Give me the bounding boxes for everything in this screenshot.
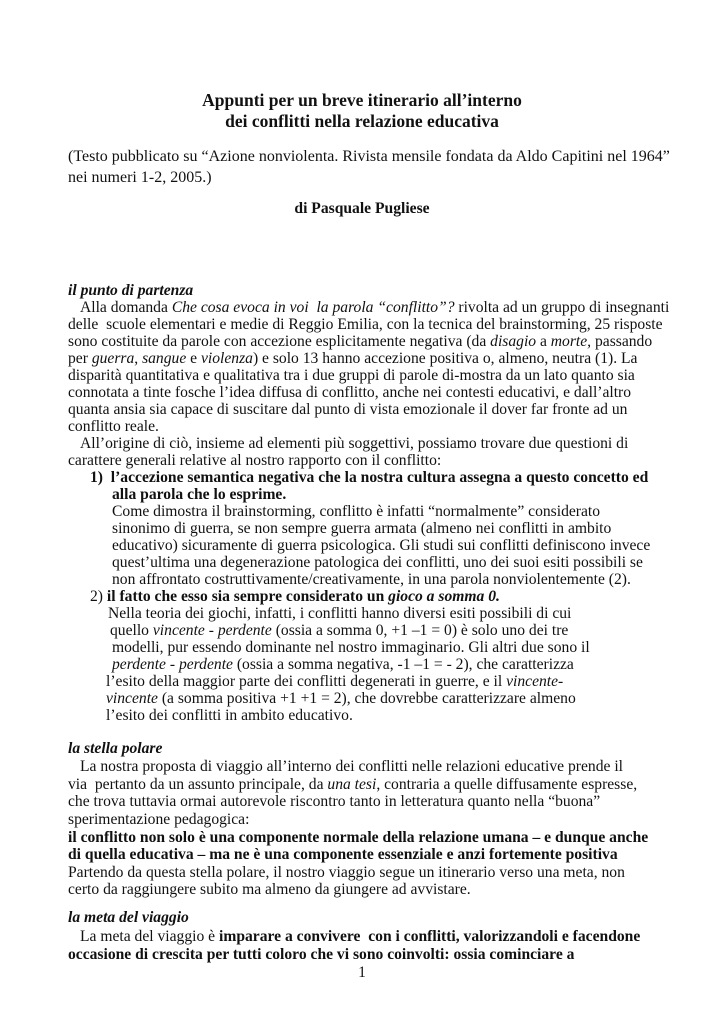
text-line bbox=[68, 316, 663, 334]
text-line bbox=[112, 554, 643, 572]
text-line bbox=[68, 846, 618, 864]
text-segment: All’origine di ciò, insieme ad elementi più soggettivi, possiamo trovare due questioni di bbox=[80, 435, 629, 452]
author-byline: di Pasquale Pugliese bbox=[294, 200, 430, 217]
text-segment: di quella educativa – ma ne è una componente essenziale e anzi fortemente positiva bbox=[68, 846, 618, 863]
text-segment: connotata a tinte fosche l’idea diffusa di conflitto, anche nei contesti educativi, e dall’altro bbox=[68, 384, 632, 401]
text-segment: non affrontato costruttivamente/creativamente, in una parola nonviolentemente (2). bbox=[112, 571, 631, 588]
page-number: 1 bbox=[358, 964, 366, 981]
text-segment: sangue bbox=[142, 350, 187, 367]
text-line bbox=[108, 605, 571, 623]
text-segment: (a somma positiva +1 +1 = 2), che dovrebbe caratterizzare almeno bbox=[157, 690, 576, 707]
text-segment: alla parola che lo esprime. bbox=[112, 486, 287, 503]
text-segment: violenza bbox=[200, 350, 253, 367]
text-segment: disparità quantitativa e qualitativa tra i due gruppi di parole di-mostra da un lato quanto sia bbox=[68, 367, 635, 384]
text-segment: (ossia a somma 0, +1 –1 = 0) è solo uno dei tre bbox=[271, 622, 569, 639]
text-segment: guerra bbox=[91, 350, 135, 367]
text-line bbox=[106, 673, 563, 691]
text-segment: imparare a convivere con i conflitti, valorizzandoli e facendone bbox=[219, 928, 641, 945]
text-line bbox=[68, 452, 441, 470]
text-segment: sperimentazione pedagogica: bbox=[68, 811, 250, 828]
text-segment: l’esito dei conflitti in ambito educativo. bbox=[106, 707, 353, 724]
text-segment: , bbox=[134, 350, 143, 367]
text-segment: La meta del viaggio è bbox=[80, 928, 219, 945]
text-segment: delle scuole elementari e medie di Reggio Emilia, con la tecnica del brainstorming, 25 risposte bbox=[68, 316, 663, 333]
text-segment: via pertanto da un assunto principale, da bbox=[68, 776, 328, 793]
text-line bbox=[80, 928, 640, 946]
text-line bbox=[112, 520, 611, 538]
text-line bbox=[68, 811, 249, 829]
text-segment: il fatto che esso sia sempre considerato un bbox=[106, 588, 389, 605]
text-segment: Nella teoria dei giochi, infatti, i conflitti hanno diversi esiti possibili di cui bbox=[108, 605, 572, 622]
text-segment: Alla domanda bbox=[80, 299, 172, 316]
section-heading bbox=[68, 909, 189, 927]
text-segment: Come dimostra il brainstorming, conflitto è infatti “normalmente” considerato bbox=[112, 503, 601, 520]
text-line bbox=[80, 758, 623, 776]
text-segment: , contraria a quelle diffusamente espresse, bbox=[376, 776, 638, 793]
text-segment: certo da raggiungere subito ma almeno da giungere ad avvistare. bbox=[68, 881, 471, 898]
text-segment: una tesi bbox=[327, 776, 377, 793]
document-title-line-1: Appunti per un breve itinerario all’interno bbox=[202, 90, 522, 110]
text-line bbox=[110, 622, 568, 640]
text-segment: 1) l’accezione semantica negativa che la nostra cultura assegna a questo concetto ed bbox=[90, 469, 649, 486]
text-line bbox=[112, 639, 590, 657]
text-line bbox=[68, 829, 648, 847]
text-segment: perdente - perdente bbox=[112, 656, 233, 673]
text-segment: il conflitto non solo è una componente normale della relazione umana – e dunque anche bbox=[68, 829, 649, 846]
text-line bbox=[68, 776, 637, 794]
publication-note-line-1: (Testo pubblicato su “Azione nonviolenta. Rivista mensile fondata da Aldo Capitini nel 1964” bbox=[68, 148, 670, 165]
text-segment: disagio bbox=[490, 333, 537, 350]
text-line bbox=[80, 299, 669, 317]
text-segment: sono costituite da parole con accezione esplicitamente negativa (da bbox=[68, 333, 491, 350]
text-segment: passando bbox=[591, 333, 653, 350]
text-line bbox=[106, 707, 353, 725]
text-segment: morte, bbox=[550, 333, 592, 350]
text-segment: carattere generali relative al nostro rapporto con il conflitto: bbox=[68, 452, 442, 469]
text-segment: vincente - perdente bbox=[152, 622, 272, 639]
text-line bbox=[80, 435, 628, 453]
text-segment: rivolta ad un gruppo di insegnanti bbox=[454, 299, 670, 316]
text-line bbox=[112, 537, 650, 555]
text-line bbox=[68, 384, 631, 402]
text-segment: modelli, pur essendo dominante nel nostro immaginario. Gli altri due sono il bbox=[112, 639, 590, 656]
text-segment: La nostra proposta di viaggio all’interno dei conflitti nelle relazioni educative prende il bbox=[80, 758, 623, 775]
text-segment: vincente- bbox=[506, 673, 564, 690]
text-segment: 2) bbox=[90, 588, 107, 605]
section-heading bbox=[68, 282, 193, 300]
text-segment: educativo) sicuramente di guerra psicologica. Gli studi sui conflitti definiscono invece bbox=[112, 537, 651, 554]
publication-note-line-2: nei numeri 1-2, 2005.) bbox=[68, 169, 212, 186]
text-segment: (ossia a somma negativa, -1 –1 = - 2), che caratterizza bbox=[232, 656, 574, 673]
text-segment: gioco a somma 0. bbox=[388, 588, 500, 605]
text-segment: conflitto reale. bbox=[68, 418, 159, 435]
text-segment: la stella polare bbox=[68, 740, 163, 757]
text-line bbox=[90, 588, 500, 606]
text-line bbox=[68, 367, 635, 385]
text-line bbox=[68, 418, 159, 436]
text-segment: a bbox=[536, 333, 551, 350]
document-title-line-2: dei conflitti nella relazione educativa bbox=[225, 111, 499, 131]
text-segment: per bbox=[68, 350, 92, 367]
text-line bbox=[112, 486, 286, 504]
text-line bbox=[112, 656, 574, 674]
text-segment: sinonimo di guerra, se non sempre guerra armata (almeno nei conflitti in ambito bbox=[112, 520, 612, 537]
text-line bbox=[68, 881, 471, 899]
text-segment: Che cosa evoca in voi la parola “conflitto”? bbox=[171, 299, 455, 316]
text-line bbox=[68, 333, 652, 351]
text-segment: il punto di partenza bbox=[68, 282, 194, 299]
text-segment: l’esito della maggior parte dei conflitti degenerati in guerre, e il bbox=[106, 673, 507, 690]
text-line bbox=[68, 401, 627, 419]
text-line bbox=[68, 793, 600, 811]
text-line bbox=[106, 690, 576, 708]
text-segment: quanta ansia sia capace di suscitare dal punto di vista emozionale il dover far fronte ad un bbox=[68, 401, 628, 418]
text-segment: Partendo da questa stella polare, il nostro viaggio segue un itinerario verso una meta, non bbox=[68, 864, 625, 881]
text-line bbox=[68, 946, 574, 964]
text-segment: quest’ultima una degenerazione patologica dei conflitti, uno dei suoi esiti possibili se bbox=[112, 554, 643, 571]
text-segment: ) e solo 13 hanno accezione positiva o, almeno, neutra (1). La bbox=[252, 350, 638, 367]
text-segment: e bbox=[186, 350, 201, 367]
section-heading bbox=[68, 740, 162, 758]
text-line bbox=[90, 469, 648, 487]
text-line bbox=[112, 571, 631, 589]
text-line bbox=[68, 350, 637, 368]
text-line bbox=[112, 503, 600, 521]
text-segment: vincente bbox=[106, 690, 158, 707]
text-segment: la meta del viaggio bbox=[68, 909, 189, 926]
text-line bbox=[68, 864, 625, 882]
text-segment: occasione di crescita per tutti coloro che vi sono coinvolti: ossia cominciare a bbox=[68, 946, 575, 963]
text-segment: quello bbox=[110, 622, 153, 639]
text-segment: che trova tuttavia ormai autorevole riscontro tanto in letteratura quanto nella “buona” bbox=[68, 793, 601, 810]
